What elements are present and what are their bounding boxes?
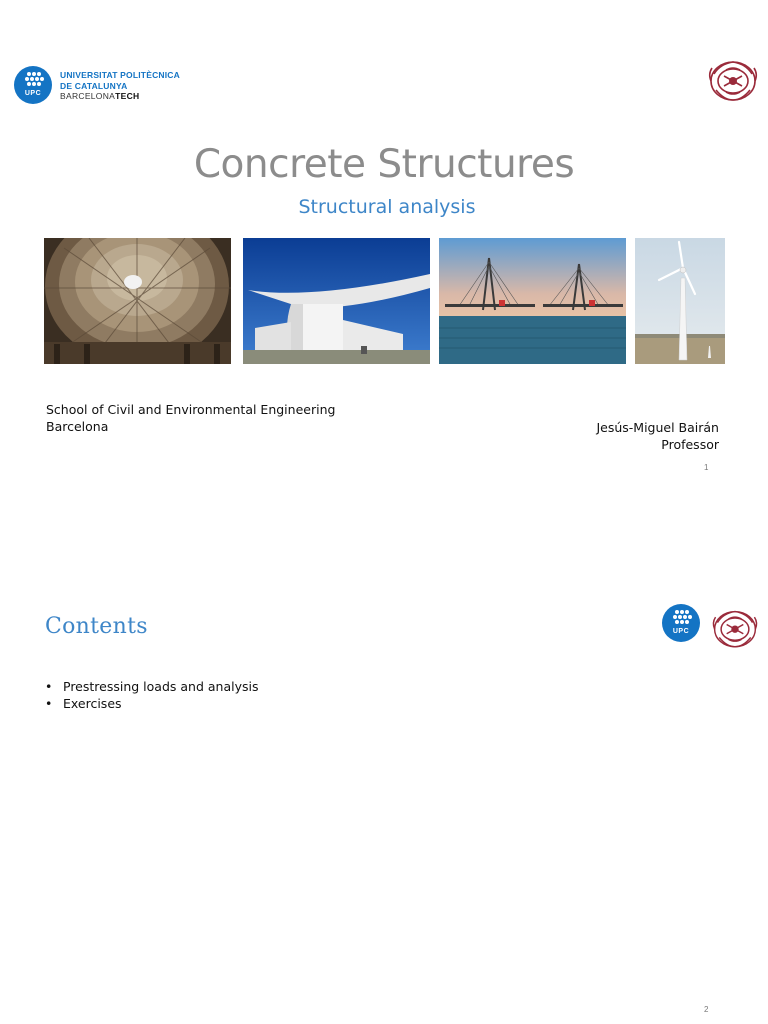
upc-name-line2: DE CATALUNYA	[60, 80, 128, 91]
slide-subtitle: Structural analysis	[298, 196, 476, 218]
school-crest-icon	[710, 606, 760, 650]
school-crest-icon	[706, 56, 760, 106]
upc-badge-icon	[14, 66, 52, 104]
author-role: Professor	[661, 437, 719, 452]
upc-name-line1: UNIVERSITAT POLITÈCNICA	[60, 70, 180, 80]
slide-title: Concrete Structures	[193, 142, 575, 187]
wind-turbine-photo	[635, 238, 725, 364]
school-city: Barcelona	[46, 419, 109, 434]
upc-logo	[14, 64, 190, 106]
bridge-photo	[439, 238, 626, 364]
author-info	[596, 419, 719, 453]
contents-list	[45, 678, 258, 712]
author-name: Jesús-Miguel Bairán	[596, 420, 719, 435]
school-name: School of Civil and Environmental Engineering	[46, 402, 336, 417]
upc-badge-label: UPC	[24, 90, 42, 97]
upc-name-line3: BARCELONATECH	[60, 91, 140, 101]
upc-badge-icon	[662, 604, 700, 642]
museum-photo	[243, 238, 430, 364]
page-number: 1	[704, 463, 709, 472]
list-item: • Exercises	[45, 695, 258, 712]
contents-title: Contents	[45, 614, 148, 639]
school-info	[46, 401, 335, 435]
list-item: • Prestressing loads and analysis	[45, 678, 258, 695]
upc-badge-label: UPC	[672, 628, 690, 635]
dome-photo	[44, 238, 231, 364]
slide-2	[0, 512, 768, 1024]
page-number: 2	[704, 1005, 709, 1014]
